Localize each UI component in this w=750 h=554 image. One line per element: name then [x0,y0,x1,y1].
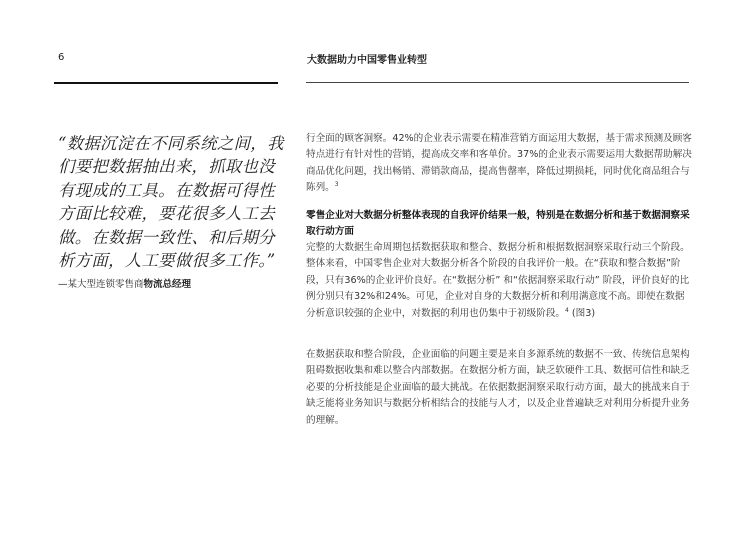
pull-quote: “数据沉淀在不同系统之间，我们要把数据抽出来，抓取也没有现成的工具。在数据可得性方面比较难，要花很多人工去做。在数据一致性、和后期分析方面，人工要做很多工作。” [58,134,284,271]
left-divider [54,82,278,84]
body-paragraph-1 [306,131,694,197]
attribution-title: 物流总经理 [143,279,192,290]
section-subheading: 零售企业对大数据分析整体表现的自我评价结果一般，特别是在数据分析和基于数据洞察采取行动方面 [306,210,690,238]
attribution-prefix: —某大型连锁零售商 [58,279,144,290]
quote-attribution [58,276,191,290]
paragraph-text: 行全面的顾客洞察。42%的企业表示需要在精准营销方面运用大数据，基于需求预测及顾客特点进行有针对性的营销，提高成交率和客单价。37%的企业表示需要运用大数据帮助解决商品优化问题，找出畅销、滞销款商品，提高售罄率，降低过期损耗，同时优化商品组合与陈列。 [306,133,692,194]
paragraph-text: 完整的大数据生命周期包括数据获取和整合、数据分析和根据数据洞察采取行动三个阶段。整体来看，中国零售企业对大数据分析各个阶段的自我评价一般。在“获取和整合数据”阶段，只有36%的企业评价良好。在“数据分析” 和“依据洞察采取行动” 阶段，评价良好的比例分别只有32%和24%。可见，企业对自身的大数据分析和利用满意度不高。即使在数据分析意识较强的企业中，对数据的利用也仍集中于初级阶段。 [306,242,690,319]
page-number: 6 [58,52,65,63]
right-divider [306,82,689,83]
footnote-ref: 4 [565,306,569,314]
running-title: 大数据助力中国零售业转型 [307,55,427,66]
body-paragraph-2 [306,240,694,322]
footnote-ref: 3 [334,181,339,189]
figure-ref: (图3) [568,307,596,319]
body-paragraph-3: 在数据获取和整合阶段，企业面临的问题主要是来自多源系统的数据不一致、传统信息架构阻碍数据收集和难以整合内部数据。在数据分析方面，缺乏软硬件工具、数据可信性和缺乏必要的分析技能是企业面临的最大挑战。在依据数据洞察采取行动方面，最大的挑战来自于缺乏能将业务知识与数据分析相结合的技能与人才，以及企业普遍缺乏对利用分析提升业务的理解。 [306,349,690,426]
